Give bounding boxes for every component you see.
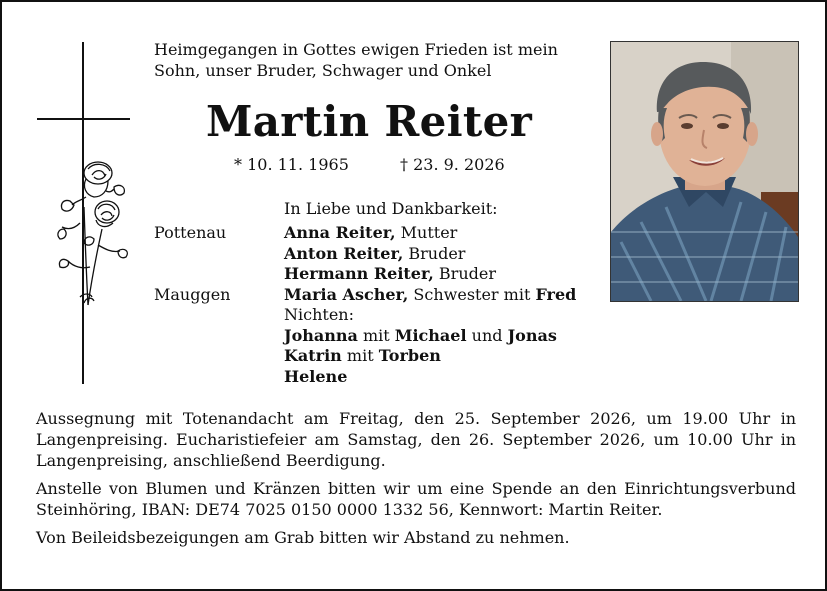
mourner-name: Katrin: [284, 346, 342, 365]
mourner-person: [284, 285, 576, 306]
mourner-relation: Bruder: [403, 243, 466, 263]
mourner-relation: Schwester mit: [408, 284, 536, 304]
mourner-relation: und: [466, 325, 508, 345]
mourner-person: [284, 367, 347, 388]
mourner-person: [284, 264, 496, 285]
mourner-relation: mit: [357, 325, 395, 345]
birth-date: * 10. 11. 1965: [234, 155, 349, 174]
mourner-name: Michael: [394, 325, 467, 345]
intro-line-1: Heimgegangen in Gottes ewigen Frieden ist mein: [154, 40, 558, 59]
paragraph-condolences: Von Beileidsbezeigungen am Grab bitten wir Abstand zu nehmen.: [36, 528, 570, 547]
mourner-name: Johanna: [284, 325, 358, 345]
death-date: † 23. 9. 2026: [400, 155, 505, 174]
mourner-name: Anton Reiter,: [284, 243, 404, 263]
mourner-relation: Nichten:: [284, 305, 354, 324]
mourner-name: Fred: [535, 284, 577, 304]
mourner-place: Pottenau: [154, 223, 227, 242]
mourner-name: Torben: [378, 346, 441, 365]
mourner-person: [284, 346, 441, 367]
mourner-place: Mauggen: [154, 284, 231, 304]
deceased-name: Martin Reiter: [205, 97, 533, 146]
service-details: [36, 408, 796, 555]
intro-text: [154, 39, 604, 81]
mourner-name: Helene: [284, 366, 348, 386]
mourner-name: Hermann Reiter,: [284, 264, 434, 283]
cross-bar: [37, 118, 130, 120]
mourner-person: [284, 305, 354, 326]
mourner-relation: Mutter: [395, 223, 458, 242]
mourner-relation: mit: [341, 346, 379, 365]
paragraph-donation: Anstelle von Blumen und Kränzen bitten wir um eine Spende an den Einrichtungsverbund Steinhöring, IBAN: DE74 7025 0150 0000 1332 56, Kennwort: Martin Reiter.: [36, 479, 796, 519]
mourner-person: [284, 326, 557, 347]
mourner-name: Maria Ascher,: [284, 284, 409, 304]
mourner-name: Anna Reiter,: [284, 223, 396, 242]
mourner-name: Jonas: [507, 325, 557, 345]
paragraph-service: Aussegnung mit Totenandacht am Freitag, den 25. September 2026, um 19.00 Uhr in Langenpreising. Eucharistiefeier am Samstag, den 26. September 2026, um 10.00 Uhr in Langenpreising, anschließend Beerdigung.: [36, 409, 796, 470]
mourner-person: [284, 223, 457, 244]
portrait-photo: [610, 41, 799, 302]
mourner-relation: Bruder: [433, 264, 496, 283]
roses-icon: [50, 157, 130, 307]
thanks-line: In Liebe und Dankbarkeit:: [284, 199, 498, 218]
mourner-person: [284, 244, 465, 265]
intro-line-2: Sohn, unser Bruder, Schwager und Onkel: [154, 61, 492, 80]
